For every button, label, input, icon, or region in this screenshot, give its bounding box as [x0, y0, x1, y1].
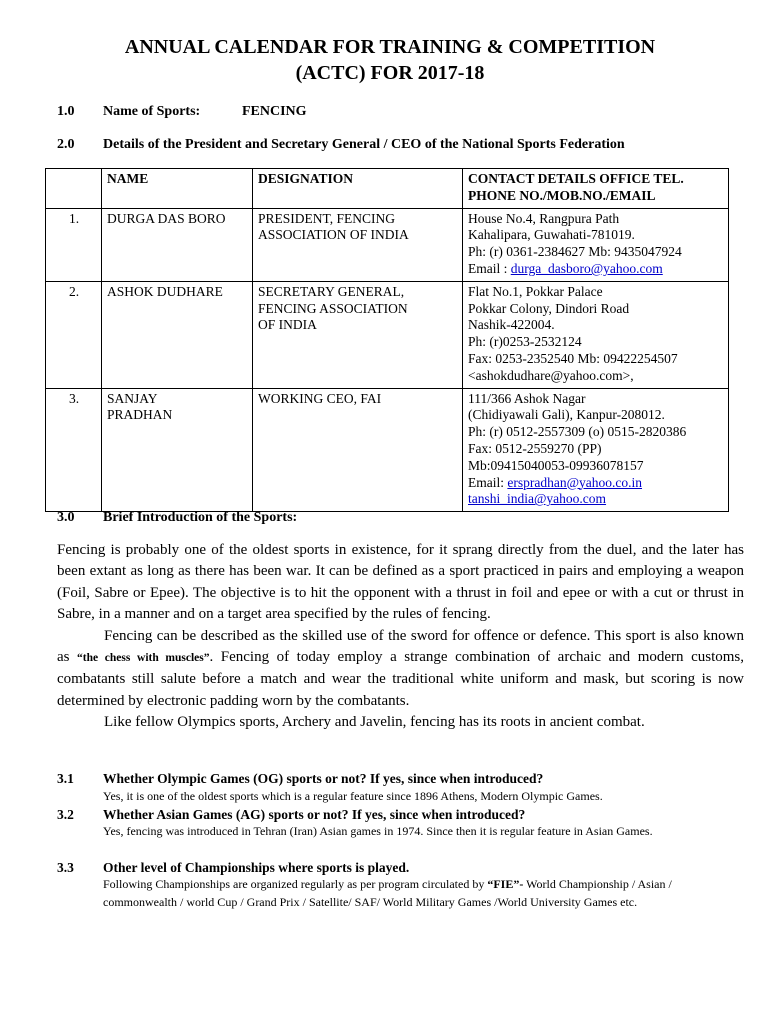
contact-line: House No.4, Rangpura Path: [468, 210, 620, 226]
table-row: [46, 281, 729, 388]
section-2-label: Details of the President and Secretary General / CEO of the National Sports Federation: [103, 137, 625, 152]
row-designation: [253, 208, 463, 281]
row-contact: [463, 208, 729, 281]
intro-paragraph-3: Like fellow Olympics sports, Archery and Javelin, fencing has its roots in ancient combat.: [104, 714, 645, 731]
email-link-2[interactable]: tanshi_india@yahoo.com: [468, 491, 607, 507]
federation-officials-table: [45, 168, 729, 512]
answer-text: Following Championships are organized regularly as per program circulated by: [103, 877, 488, 891]
intro-p2-emphasis: “the chess with muscles”: [77, 652, 210, 665]
contact-line: Pokkar Colony, Dindori Road: [468, 300, 630, 316]
contact-line: Kahalipara, Guwahati-781019.: [468, 227, 635, 243]
header-contact: [463, 169, 729, 209]
designation-line: PRESIDENT, FENCING: [258, 210, 396, 226]
row-designation: [253, 281, 463, 388]
row-sno: 1.: [46, 208, 102, 281]
contact-line: Ph: (r) 0512-2557309 (o) 0515-2820386: [468, 424, 687, 440]
contact-line: Fax: 0253-2352540 Mb: 09422254507: [468, 350, 678, 366]
question-3-1-text: Whether Olympic Games (OG) sports or not? If yes, since when introduced?: [103, 771, 544, 786]
contact-line: 111/366 Ashok Nagar: [468, 390, 586, 406]
email-line: [468, 261, 724, 278]
name-line: ASHOK DUDHARE: [107, 283, 223, 299]
section-1-number: 1.0: [57, 104, 75, 119]
contact-line: (Chidiyawali Gali), Kanpur-208012.: [468, 407, 665, 423]
contact-line: <ashokdudhare@yahoo.com>,: [468, 367, 634, 383]
name-line: DURGA DAS BORO: [107, 210, 226, 226]
header-designation: DESIGNATION: [253, 169, 463, 209]
designation-line: FENCING ASSOCIATION: [258, 300, 408, 316]
question-3-2-number: 3.2: [57, 807, 74, 822]
designation-line: OF INDIA: [258, 317, 317, 333]
question-3-2-text: Whether Asian Games (AG) sports or not? If yes, since when introduced?: [103, 807, 526, 822]
table-row: [46, 208, 729, 281]
question-3-3-text: Other level of Championships where sports is played.: [103, 860, 410, 875]
title-line-2: (ACTC) FOR 2017-18: [295, 62, 485, 84]
answer-text-end: World Championship / Asian / commonwealth / world Cup / Grand Prix / Satellite/ SAF/ World Military Games /World University Games etc.: [103, 877, 672, 909]
contact-line: Flat No.1, Pokkar Palace: [468, 283, 603, 299]
row-sno: 3.: [46, 388, 102, 512]
sport-name: FENCING: [242, 104, 307, 119]
row-name: [102, 388, 253, 512]
row-sno: 2.: [46, 281, 102, 388]
row-name: [102, 208, 253, 281]
email-link[interactable]: erspradhan@yahoo.co.in: [507, 474, 643, 490]
section-3-number: 3.0: [57, 510, 75, 525]
header-contact-line-2: PHONE NO./MOB.NO./EMAIL: [468, 187, 656, 203]
row-designation: [253, 388, 463, 512]
designation-line: WORKING CEO, FAI: [258, 390, 382, 406]
name-line: PRADHAN: [107, 407, 173, 423]
contact-line: Ph: (r) 0361-2384627 Mb: 9435047924: [468, 244, 682, 260]
title-line-1: ANNUAL CALENDAR FOR TRAINING & COMPETITION: [124, 36, 656, 58]
header-name: NAME: [102, 169, 253, 209]
document-title: [40, 34, 740, 86]
table-row: [46, 388, 729, 512]
table-header-row: [46, 169, 729, 209]
designation-line: SECRETARY GENERAL,: [258, 283, 405, 299]
intro-paragraph-2: [57, 626, 744, 713]
name-line: SANJAY: [107, 390, 158, 406]
designation-line: ASSOCIATION OF INDIA: [258, 227, 409, 243]
header-contact-line-1: CONTACT DETAILS OFFICE TEL.: [468, 171, 684, 186]
contact-line: Nashik-422004.: [468, 317, 555, 333]
header-sno: [46, 169, 102, 209]
email-prefix: Email :: [468, 260, 511, 276]
row-contact: [463, 281, 729, 388]
question-3-3-number: 3.3: [57, 860, 74, 875]
section-3-label: Brief Introduction of the Sports:: [103, 510, 298, 525]
intro-p2-text: Fencing can be described as the skilled use of the sword for offence or defence. This sport is also known as: [57, 627, 744, 666]
intro-p2-text-end: . Fencing of today employ a strange combination of archaic and modern customs, combatants still salute before a match and wear the traditional white uniform and mask, but scoring is now determined by electronic padding worn by the combatants.: [57, 649, 744, 709]
row-name: [102, 281, 253, 388]
email-line: [468, 475, 724, 492]
intro-paragraph-1: Fencing is probably one of the oldest sports in existence, for it sprang directly from the duel, and the later has been extant as long as there has been war. It can be defined as a sport practiced in pairs and employing a weapon (Foil, Sabre or Epee). The objective is to hit the opponent with a thrust in foil and epee or with a cut or thrust in Sabre, in a manner and on a target area specified by the rules of fencing.: [57, 542, 744, 623]
question-3-1-answer: Yes, it is one of the oldest sports which is a regular feature since 1896 Athens, Modern Olympic Games.: [103, 789, 603, 803]
question-3-2-answer: Yes, fencing was introduced in Tehran (Iran) Asian games in 1974. Since then it is regular feature in Asian Games.: [103, 824, 653, 838]
email-prefix: Email:: [468, 474, 508, 490]
answer-emphasis: “FIE”-: [487, 877, 524, 891]
question-3-3-answer: [103, 876, 743, 911]
row-contact: [463, 388, 729, 512]
section-1-label: Name of Sports:: [103, 104, 201, 119]
email-line-2: [468, 491, 724, 508]
contact-line: Mb:09415040053-09936078157: [468, 457, 644, 473]
section-2-number: 2.0: [57, 137, 75, 152]
email-link[interactable]: durga_dasboro@yahoo.com: [510, 260, 663, 276]
intro-text: [57, 540, 744, 734]
contact-line: Fax: 0512-2559270 (PP): [468, 440, 602, 456]
question-3-1-number: 3.1: [57, 771, 74, 786]
contact-line: Ph: (r)0253-2532124: [468, 334, 582, 350]
